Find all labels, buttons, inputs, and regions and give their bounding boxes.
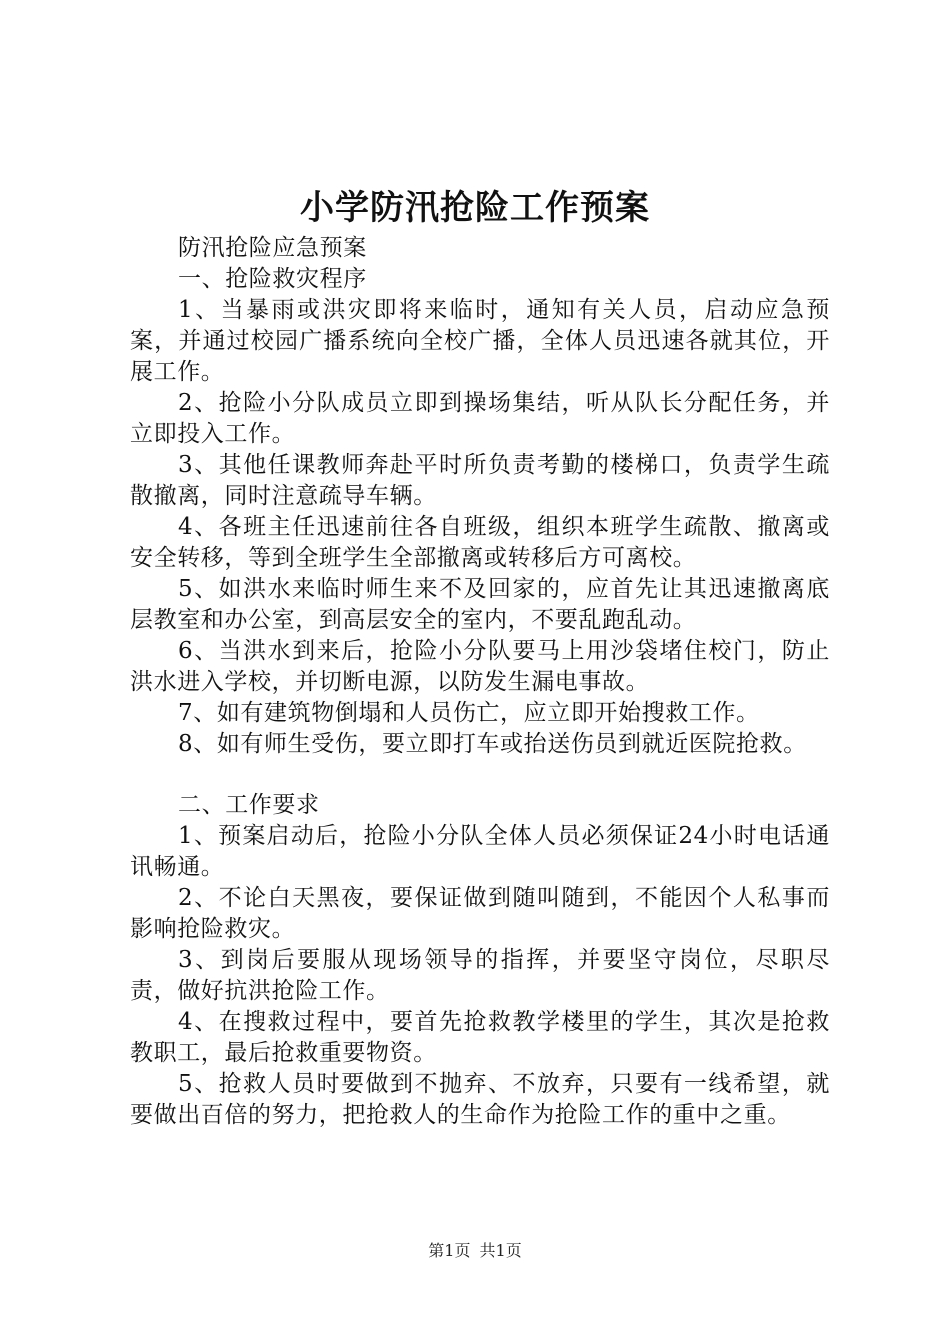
section-item: 4、各班主任迅速前往各自班级，组织本班学生疏散、撤离或安全转移，等到全班学生全部撤离或转移后方可离校。 (130, 514, 830, 571)
section-heading: 二、工作要求 (178, 792, 320, 818)
section-item: 2、抢险小分队成员立即到操场集结，听从队长分配任务，并立即投入工作。 (130, 390, 830, 447)
section-item: 5、抢救人员时要做到不抛弃、不放弃，只要有一线希望，就要做出百倍的努力，把抢救人的生命作为抢险工作的重中之重。 (130, 1071, 830, 1128)
section-item: 1、当暴雨或洪灾即将来临时，通知有关人员，启动应急预案，并通过校园广播系统向全校广播，全体人员迅速各就其位，开展工作。 (130, 297, 830, 385)
section-item: 3、其他任课教师奔赴平时所负责考勤的楼梯口，负责学生疏散撤离，同时注意疏导车辆。 (130, 452, 830, 509)
page-number-total: 共1页 (479, 1241, 522, 1260)
page-footer (0, 1239, 950, 1263)
section-item: 1、预案启动后，抢险小分队全体人员必须保证24小时电话通讯畅通。 (130, 823, 830, 880)
section-item: 7、如有建筑物倒塌和人员伤亡，应立即开始搜救工作。 (178, 700, 760, 726)
section-item: 2、不论白天黑夜，要保证做到随叫随到，不能因个人私事而影响抢险救灾。 (130, 885, 830, 942)
document-subtitle: 防汛抢险应急预案 (178, 235, 367, 261)
document-title: 小学防汛抢险工作预案 (300, 188, 650, 228)
section-item: 3、到岗后要服从现场领导的指挥，并要坚守岗位，尽职尽责，做好抗洪抢险工作。 (130, 947, 830, 1004)
section-item: 8、如有师生受伤，要立即打车或抬送伤员到就近医院抢救。 (178, 731, 807, 757)
page-number-current: 第1页 (428, 1241, 471, 1260)
document-body (130, 233, 830, 1131)
section-item: 5、如洪水来临时师生来不及回家的，应首先让其迅速撤离底层教室和办公室，到高层安全的室内，不要乱跑乱动。 (130, 576, 830, 633)
section-item: 4、在搜救过程中，要首先抢救教学楼里的学生，其次是抢救教职工，最后抢救重要物资。 (130, 1009, 830, 1066)
section-spacer (130, 760, 830, 790)
section-heading: 一、抢险救灾程序 (178, 266, 367, 292)
section-item: 6、当洪水到来后，抢险小分队要马上用沙袋堵住校门，防止洪水进入学校，并切断电源，以防发生漏电事故。 (130, 638, 830, 695)
